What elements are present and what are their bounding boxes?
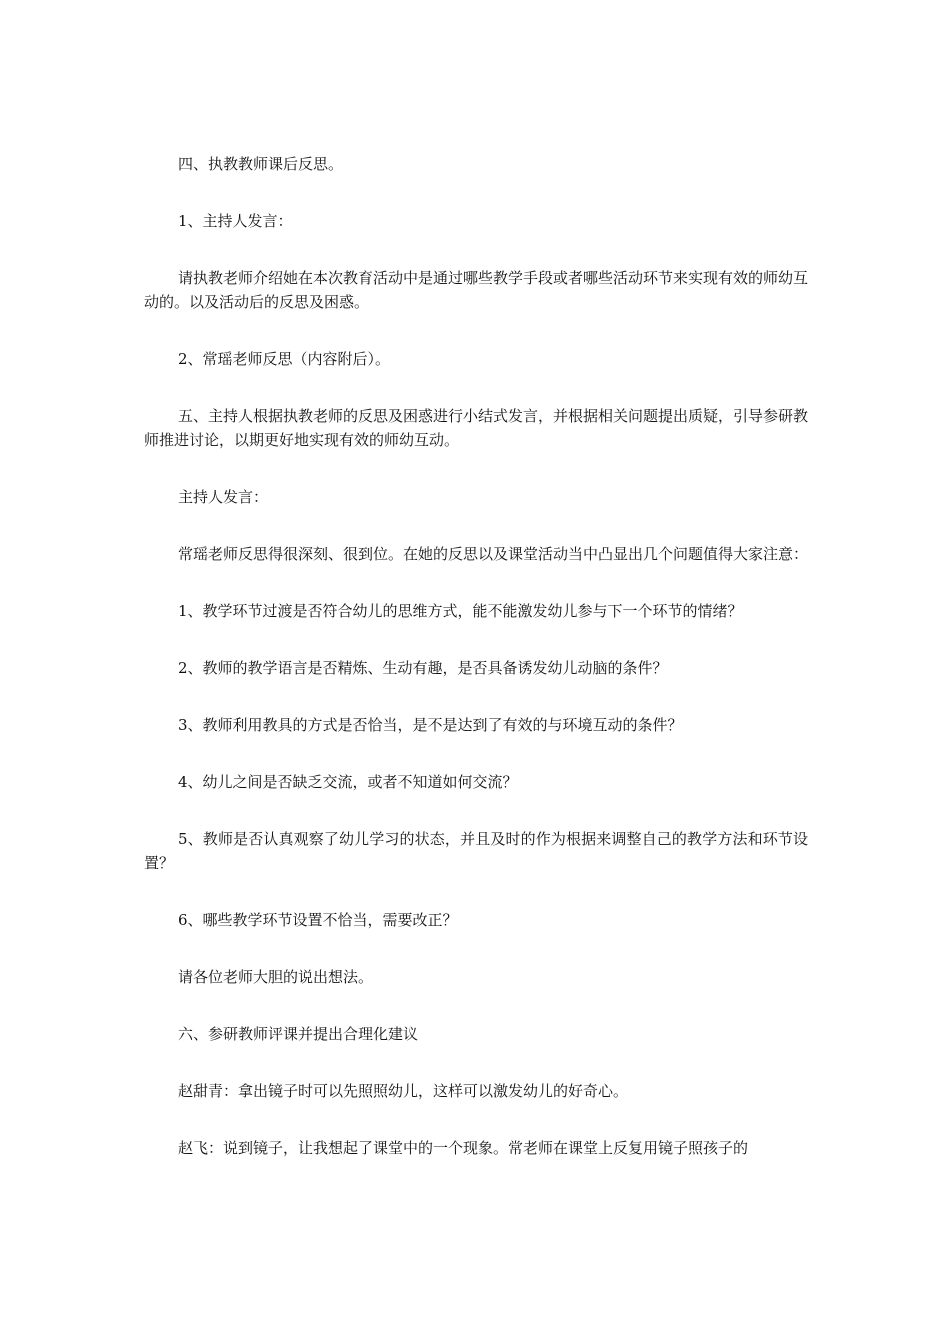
host-request-paragraph: 请执教老师介绍她在本次教育活动中是通过哪些教学手段或者哪些活动环节来实现有效的师幼互动的。以及活动后的反思及困惑。 [144,269,809,311]
comment-zhao-tianqing: 赵甜青：拿出镜子时可以先照照幼儿，这样可以激发幼儿的好奇心。 [178,1082,629,1100]
question-item-3: 3、教师利用教具的方式是否恰当，是不是达到了有效的与环境互动的条件？ [178,716,683,734]
question-item-6: 6、哪些教学环节设置不恰当，需要改正？ [178,911,458,929]
section-heading-reflection: 四、执教教师课后反思。 [178,155,344,173]
invitation-paragraph: 请各位老师大胆的说出想法。 [178,968,374,986]
host-speech-label-2: 主持人发言： [178,488,269,506]
section-heading-evaluation: 六、参研教师评课并提出合理化建议 [178,1025,419,1043]
host-speech-label: 1、主持人发言： [178,212,293,230]
question-item-2: 2、教师的教学语言是否精炼、生动有趣，是否具备诱发幼儿动脑的条件？ [178,659,668,677]
document-body [144,152,808,1193]
host-comment-paragraph: 常瑶老师反思得很深刻、很到位。在她的反思以及课堂活动当中凸显出几个问题值得大家注意： [178,545,809,563]
comment-zhao-fei: 赵飞：说到镜子，让我想起了课堂中的一个现象。常老师在课堂上反复用镜子照孩子的 [178,1139,749,1157]
teacher-reflection-note: 2、常瑶老师反思（内容附后）。 [178,350,391,368]
question-item-5: 5、教师是否认真观察了幼儿学习的状态，并且及时的作为根据来调整自己的教学方法和环节设置？ [144,830,808,872]
section-heading-summary: 五、主持人根据执教老师的反思及困惑进行小结式发言，并根据相关问题提出质疑，引导参研教师推进讨论，以期更好地实现有效的师幼互动。 [144,407,809,449]
question-item-1: 1、教学环节过渡是否符合幼儿的思维方式，能不能激发幼儿参与下一个环节的情绪？ [178,602,743,620]
question-item-4: 4、幼儿之间是否缺乏交流，或者不知道如何交流？ [178,773,518,791]
